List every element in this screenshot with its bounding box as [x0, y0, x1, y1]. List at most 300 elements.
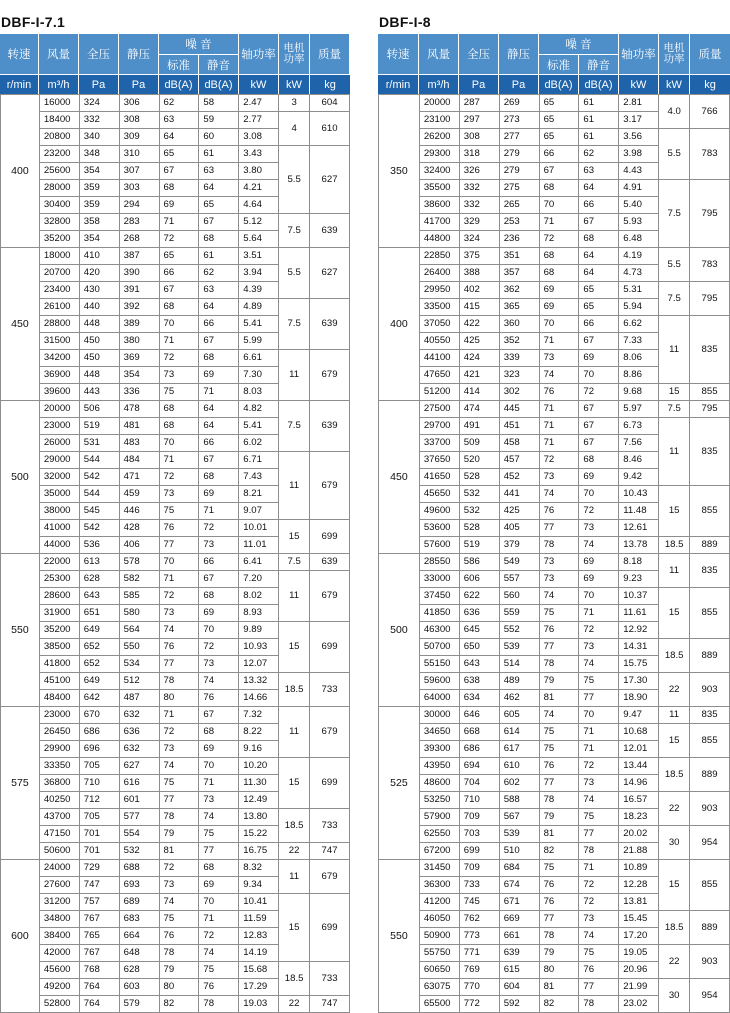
static-pressure-cell: 632	[119, 741, 159, 758]
shaft-power-cell: 3.98	[619, 146, 659, 163]
noise-standard-cell: 71	[159, 571, 199, 588]
flow-cell: 42000	[39, 945, 79, 962]
total-pressure-cell: 586	[459, 554, 499, 571]
noise-quiet-cell: 68	[199, 350, 239, 367]
static-pressure-cell: 550	[119, 639, 159, 656]
noise-quiet-cell: 70	[579, 707, 619, 724]
flow-cell: 46300	[419, 622, 459, 639]
noise-quiet-cell: 61	[199, 146, 239, 163]
flow-cell: 38000	[39, 503, 79, 520]
motor-power-cell: 7.5	[279, 554, 310, 571]
static-pressure-cell: 294	[119, 197, 159, 214]
total-pressure-cell: 652	[79, 639, 119, 656]
flow-cell: 23000	[39, 418, 79, 435]
total-pressure-cell: 375	[459, 248, 499, 265]
mass-cell: 699	[310, 622, 350, 673]
flow-cell: 46050	[419, 911, 459, 928]
noise-quiet-cell: 63	[199, 282, 239, 299]
total-pressure-cell: 531	[79, 435, 119, 452]
noise-quiet-cell: 72	[199, 520, 239, 537]
flow-cell: 57900	[419, 809, 459, 826]
total-pressure-cell: 415	[459, 299, 499, 316]
total-pressure-cell: 642	[79, 690, 119, 707]
mass-cell: 795	[690, 401, 730, 418]
noise-quiet-cell: 70	[199, 894, 239, 911]
flow-cell: 40550	[419, 333, 459, 350]
total-pressure-cell: 297	[459, 112, 499, 129]
flow-cell: 23000	[39, 707, 79, 724]
total-pressure-cell: 712	[79, 792, 119, 809]
noise-quiet-cell: 63	[199, 163, 239, 180]
noise-quiet-cell: 76	[579, 962, 619, 979]
shaft-power-cell: 4.21	[239, 180, 279, 197]
table-row	[1, 962, 350, 979]
flow-cell: 29950	[419, 282, 459, 299]
total-pressure-cell: 762	[459, 911, 499, 928]
noise-quiet-cell: 69	[579, 571, 619, 588]
shaft-power-cell: 19.05	[619, 945, 659, 962]
noise-quiet-cell: 69	[199, 605, 239, 622]
noise-quiet-cell: 69	[199, 367, 239, 384]
shaft-power-cell: 8.21	[239, 486, 279, 503]
total-pressure-cell: 410	[79, 248, 119, 265]
noise-quiet-cell: 66	[199, 554, 239, 571]
flow-cell: 65500	[419, 996, 459, 1013]
noise-standard-cell: 67	[159, 282, 199, 299]
flow-cell: 33350	[39, 758, 79, 775]
shaft-power-cell: 12.92	[619, 622, 659, 639]
noise-quiet-cell: 70	[199, 622, 239, 639]
motor-power-cell: 11	[279, 571, 310, 622]
noise-quiet-cell: 65	[579, 299, 619, 316]
table-row	[1, 452, 350, 469]
mass-cell: 733	[310, 809, 350, 843]
total-pressure-cell: 651	[79, 605, 119, 622]
mass-cell: 795	[690, 282, 730, 316]
static-pressure-cell: 484	[119, 452, 159, 469]
noise-standard-cell: 77	[539, 775, 579, 792]
shaft-power-cell: 10.43	[619, 486, 659, 503]
speed-cell: 550	[1, 554, 40, 707]
shaft-power-cell: 3.80	[239, 163, 279, 180]
shaft-power-cell: 3.08	[239, 129, 279, 146]
shaft-power-cell: 7.30	[239, 367, 279, 384]
mass-cell: 954	[690, 826, 730, 860]
noise-standard-cell: 78	[539, 656, 579, 673]
total-pressure-cell: 747	[79, 877, 119, 894]
noise-standard-cell: 72	[159, 350, 199, 367]
shaft-power-cell: 12.49	[239, 792, 279, 809]
shaft-power-cell: 14.66	[239, 690, 279, 707]
noise-quiet-cell: 74	[579, 537, 619, 554]
flow-cell: 32000	[39, 469, 79, 486]
static-pressure-cell: 603	[119, 979, 159, 996]
total-pressure-cell: 636	[459, 605, 499, 622]
speed-cell: 525	[379, 707, 420, 860]
total-pressure-cell: 670	[79, 707, 119, 724]
table-row	[379, 180, 730, 197]
total-pressure-cell: 764	[79, 996, 119, 1013]
flow-cell: 41800	[39, 656, 79, 673]
motor-power-cell: 18.5	[659, 639, 690, 673]
noise-quiet-cell: 64	[579, 248, 619, 265]
flow-cell: 38500	[39, 639, 79, 656]
header-flow: 风量	[39, 34, 79, 75]
static-pressure-cell: 268	[119, 231, 159, 248]
fan-table-right	[378, 0, 730, 1013]
total-pressure-cell: 646	[459, 707, 499, 724]
mass-cell: 639	[310, 214, 350, 248]
static-pressure-cell: 582	[119, 571, 159, 588]
mass-cell: 855	[690, 588, 730, 639]
speed-cell: 400	[1, 95, 40, 248]
header-noise-quiet: 静音	[579, 55, 619, 75]
noise-quiet-cell: 69	[579, 469, 619, 486]
flow-cell: 29300	[419, 146, 459, 163]
total-pressure-cell: 425	[459, 333, 499, 350]
noise-quiet-cell: 73	[579, 911, 619, 928]
total-pressure-cell: 450	[79, 333, 119, 350]
noise-standard-cell: 73	[539, 350, 579, 367]
noise-standard-cell: 76	[539, 758, 579, 775]
static-pressure-cell: 557	[499, 571, 539, 588]
static-pressure-cell: 462	[499, 690, 539, 707]
shaft-power-cell: 5.94	[619, 299, 659, 316]
flow-cell: 25600	[39, 163, 79, 180]
noise-quiet-cell: 73	[579, 639, 619, 656]
noise-quiet-cell: 74	[199, 809, 239, 826]
flow-cell: 39600	[39, 384, 79, 401]
noise-standard-cell: 66	[539, 146, 579, 163]
total-pressure-cell: 421	[459, 367, 499, 384]
shaft-power-cell: 4.73	[619, 265, 659, 282]
motor-power-cell: 22	[659, 945, 690, 979]
flow-cell: 31900	[39, 605, 79, 622]
total-pressure-cell: 694	[459, 758, 499, 775]
table-row	[379, 826, 730, 843]
static-pressure-cell: 689	[119, 894, 159, 911]
shaft-power-cell: 15.68	[239, 962, 279, 979]
noise-standard-cell: 77	[159, 537, 199, 554]
noise-standard-cell: 71	[159, 707, 199, 724]
flow-cell: 33500	[419, 299, 459, 316]
total-pressure-cell: 414	[459, 384, 499, 401]
mass-cell: 679	[310, 707, 350, 758]
total-pressure-cell: 359	[79, 197, 119, 214]
flow-cell: 26000	[39, 435, 79, 452]
total-pressure-cell: 354	[79, 231, 119, 248]
mass-cell: 679	[310, 350, 350, 401]
motor-power-cell: 30	[659, 826, 690, 860]
total-pressure-cell: 545	[79, 503, 119, 520]
noise-quiet-cell: 77	[579, 979, 619, 996]
static-pressure-cell: 354	[119, 367, 159, 384]
noise-standard-cell: 76	[539, 894, 579, 911]
static-pressure-cell: 458	[499, 435, 539, 452]
noise-standard-cell: 71	[539, 418, 579, 435]
noise-standard-cell: 81	[539, 979, 579, 996]
total-pressure-cell: 710	[459, 792, 499, 809]
static-pressure-cell: 459	[119, 486, 159, 503]
total-pressure-cell: 668	[459, 724, 499, 741]
noise-quiet-cell: 62	[579, 146, 619, 163]
shaft-power-cell: 4.82	[239, 401, 279, 418]
flow-cell: 53250	[419, 792, 459, 809]
table-row	[1, 214, 350, 231]
flow-cell: 45600	[39, 962, 79, 979]
static-pressure-cell: 277	[499, 129, 539, 146]
header-flow: 风量	[419, 34, 459, 75]
flow-cell: 62550	[419, 826, 459, 843]
speed-cell: 400	[379, 248, 420, 401]
shaft-power-cell: 18.90	[619, 690, 659, 707]
motor-power-cell: 4.0	[659, 95, 690, 129]
table-row	[379, 401, 730, 418]
shaft-power-cell: 3.94	[239, 265, 279, 282]
static-pressure-cell: 365	[499, 299, 539, 316]
mass-cell: 855	[690, 384, 730, 401]
motor-power-cell: 5.5	[279, 248, 310, 299]
static-pressure-cell: 389	[119, 316, 159, 333]
motor-power-cell: 7.5	[659, 282, 690, 316]
static-pressure-cell: 269	[499, 95, 539, 112]
flow-cell: 41200	[419, 894, 459, 911]
static-pressure-cell: 532	[119, 843, 159, 860]
header-noise-quiet: 静音	[199, 55, 239, 75]
noise-standard-cell: 70	[539, 316, 579, 333]
motor-power-cell: 7.5	[279, 401, 310, 452]
total-pressure-cell: 696	[79, 741, 119, 758]
noise-quiet-cell: 69	[579, 350, 619, 367]
shaft-power-cell: 20.02	[619, 826, 659, 843]
static-pressure-cell: 559	[499, 605, 539, 622]
noise-standard-cell: 82	[539, 996, 579, 1013]
flow-cell: 44800	[419, 231, 459, 248]
noise-standard-cell: 75	[539, 724, 579, 741]
motor-power-cell: 18.5	[659, 537, 690, 554]
noise-standard-cell: 74	[159, 894, 199, 911]
noise-quiet-cell: 64	[199, 180, 239, 197]
table-row	[379, 384, 730, 401]
table-row	[1, 758, 350, 775]
static-pressure-cell: 483	[119, 435, 159, 452]
speed-cell: 600	[1, 860, 40, 1013]
noise-quiet-cell: 61	[199, 248, 239, 265]
header-noise-standard: 标准	[539, 55, 579, 75]
noise-standard-cell: 66	[159, 265, 199, 282]
noise-standard-cell: 75	[159, 384, 199, 401]
speed-cell: 500	[1, 401, 40, 554]
shaft-power-cell: 2.77	[239, 112, 279, 129]
noise-standard-cell: 76	[159, 639, 199, 656]
flow-cell: 50900	[419, 928, 459, 945]
shaft-power-cell: 14.19	[239, 945, 279, 962]
header-noise: 噪 音	[159, 34, 239, 55]
total-pressure-cell: 448	[79, 367, 119, 384]
noise-quiet-cell: 67	[199, 707, 239, 724]
total-pressure-cell: 544	[79, 486, 119, 503]
shaft-power-cell: 8.86	[619, 367, 659, 384]
motor-power-cell: 18.5	[279, 809, 310, 843]
mass-cell: 889	[690, 639, 730, 673]
static-pressure-cell: 441	[499, 486, 539, 503]
unit-static-pressure: Pa	[119, 75, 159, 94]
mass-cell: 783	[690, 129, 730, 180]
static-pressure-cell: 457	[499, 452, 539, 469]
noise-quiet-cell: 75	[199, 826, 239, 843]
noise-standard-cell: 82	[159, 996, 199, 1013]
noise-standard-cell: 74	[159, 758, 199, 775]
speed-cell: 500	[379, 554, 420, 707]
static-pressure-cell: 352	[499, 333, 539, 350]
static-pressure-cell: 392	[119, 299, 159, 316]
table-row	[379, 639, 730, 656]
noise-quiet-cell: 64	[199, 299, 239, 316]
noise-standard-cell: 79	[539, 945, 579, 962]
mass-cell: 766	[690, 95, 730, 129]
total-pressure-cell: 422	[459, 316, 499, 333]
motor-power-cell: 11	[659, 418, 690, 486]
total-pressure-cell: 764	[79, 979, 119, 996]
flow-cell: 34800	[39, 911, 79, 928]
static-pressure-cell: 648	[119, 945, 159, 962]
motor-power-cell: 11	[279, 707, 310, 758]
noise-quiet-cell: 73	[199, 656, 239, 673]
noise-quiet-cell: 71	[199, 503, 239, 520]
shaft-power-cell: 10.01	[239, 520, 279, 537]
noise-standard-cell: 71	[159, 333, 199, 350]
static-pressure-cell: 554	[119, 826, 159, 843]
shaft-power-cell: 13.32	[239, 673, 279, 690]
noise-quiet-cell: 72	[579, 622, 619, 639]
flow-cell: 24000	[39, 860, 79, 877]
total-pressure-cell: 340	[79, 129, 119, 146]
mass-cell: 954	[690, 979, 730, 1013]
shaft-power-cell: 8.22	[239, 724, 279, 741]
total-pressure-cell: 536	[79, 537, 119, 554]
noise-quiet-cell: 66	[579, 197, 619, 214]
unit-mass: kg	[310, 75, 350, 94]
flow-cell: 28600	[39, 588, 79, 605]
unit-noise-standard: dB(A)	[159, 75, 199, 94]
flow-cell: 32400	[419, 163, 459, 180]
noise-standard-cell: 65	[539, 95, 579, 112]
shaft-power-cell: 11.59	[239, 911, 279, 928]
mass-cell: 699	[310, 894, 350, 962]
static-pressure-cell: 360	[499, 316, 539, 333]
total-pressure-cell: 622	[459, 588, 499, 605]
noise-quiet-cell: 74	[579, 792, 619, 809]
noise-quiet-cell: 64	[579, 180, 619, 197]
shaft-power-cell: 7.56	[619, 435, 659, 452]
flow-cell: 55150	[419, 656, 459, 673]
motor-power-cell: 22	[659, 673, 690, 707]
noise-quiet-cell: 68	[199, 724, 239, 741]
noise-standard-cell: 63	[159, 112, 199, 129]
shaft-power-cell: 5.40	[619, 197, 659, 214]
total-pressure-cell: 359	[79, 180, 119, 197]
static-pressure-cell: 405	[499, 520, 539, 537]
static-pressure-cell: 592	[499, 996, 539, 1013]
noise-standard-cell: 65	[539, 129, 579, 146]
shaft-power-cell: 12.83	[239, 928, 279, 945]
noise-standard-cell: 79	[159, 962, 199, 979]
table-row	[379, 95, 730, 112]
noise-quiet-cell: 75	[199, 962, 239, 979]
flow-cell: 26100	[39, 299, 79, 316]
mass-cell: 889	[690, 758, 730, 792]
noise-quiet-cell: 61	[579, 129, 619, 146]
unit-flow: m³/h	[419, 75, 459, 94]
static-pressure-cell: 387	[119, 248, 159, 265]
shaft-power-cell: 17.20	[619, 928, 659, 945]
total-pressure-cell: 705	[79, 809, 119, 826]
flow-cell: 57600	[419, 537, 459, 554]
motor-power-cell: 3	[279, 95, 310, 112]
total-pressure-cell: 402	[459, 282, 499, 299]
table-header	[378, 34, 730, 94]
motor-power-cell: 11	[659, 707, 690, 724]
static-pressure-cell: 661	[499, 928, 539, 945]
flow-cell: 29000	[39, 452, 79, 469]
flow-cell: 63075	[419, 979, 459, 996]
unit-noise-quiet: dB(A)	[579, 75, 619, 94]
mass-cell: 855	[690, 724, 730, 758]
noise-standard-cell: 71	[539, 333, 579, 350]
total-pressure-cell: 645	[459, 622, 499, 639]
noise-quiet-cell: 74	[579, 928, 619, 945]
mass-cell: 855	[690, 486, 730, 537]
mass-cell: 627	[310, 248, 350, 299]
mass-cell: 903	[690, 792, 730, 826]
noise-standard-cell: 64	[159, 129, 199, 146]
shaft-power-cell: 12.01	[619, 741, 659, 758]
header-mass: 质量	[310, 34, 350, 75]
shaft-power-cell: 15.75	[619, 656, 659, 673]
noise-quiet-cell: 64	[199, 418, 239, 435]
total-pressure-cell: 420	[79, 265, 119, 282]
flow-cell: 55750	[419, 945, 459, 962]
mass-cell: 627	[310, 146, 350, 214]
flow-cell: 52800	[39, 996, 79, 1013]
flow-cell: 43950	[419, 758, 459, 775]
table-row	[1, 996, 350, 1013]
shaft-power-cell: 10.68	[619, 724, 659, 741]
total-pressure-cell: 443	[79, 384, 119, 401]
shaft-power-cell: 9.07	[239, 503, 279, 520]
shaft-power-cell: 3.51	[239, 248, 279, 265]
flow-cell: 44100	[419, 350, 459, 367]
shaft-power-cell: 5.31	[619, 282, 659, 299]
total-pressure-cell: 650	[459, 639, 499, 656]
noise-quiet-cell: 77	[579, 826, 619, 843]
flow-cell: 47150	[39, 826, 79, 843]
total-pressure-cell: 771	[459, 945, 499, 962]
static-pressure-cell: 580	[119, 605, 159, 622]
noise-quiet-cell: 68	[579, 452, 619, 469]
static-pressure-cell: 671	[499, 894, 539, 911]
static-pressure-cell: 616	[119, 775, 159, 792]
noise-standard-cell: 77	[159, 656, 199, 673]
shaft-power-cell: 9.34	[239, 877, 279, 894]
total-pressure-cell: 649	[79, 673, 119, 690]
flow-cell: 16000	[39, 95, 79, 112]
shaft-power-cell: 21.88	[619, 843, 659, 860]
noise-quiet-cell: 74	[579, 656, 619, 673]
total-pressure-cell: 705	[79, 758, 119, 775]
static-pressure-cell: 279	[499, 146, 539, 163]
static-pressure-cell: 534	[119, 656, 159, 673]
